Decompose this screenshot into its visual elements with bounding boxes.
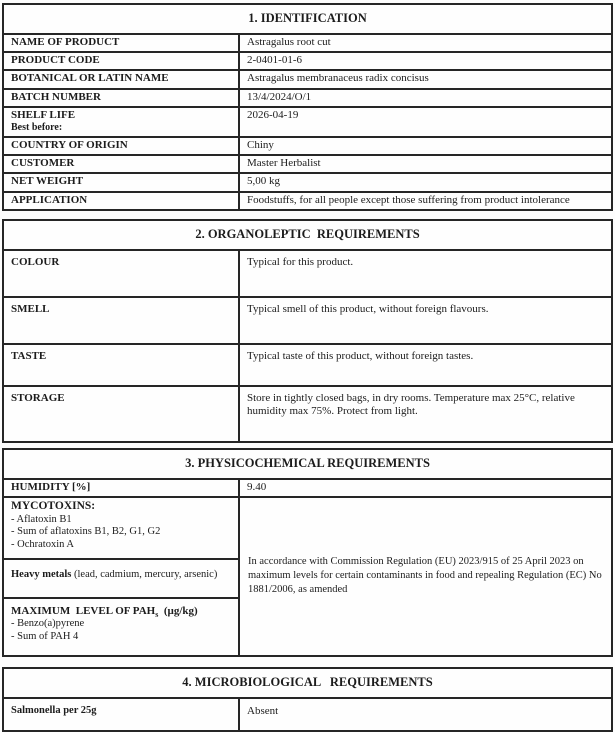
table-row [3,344,612,386]
table-row [3,173,612,191]
organoleptic-table [2,219,613,443]
mycotoxins-cell [3,497,239,559]
table-row [3,155,612,173]
mycotoxin-item: - Sum of aflatoxins B1, B2, G1, G2 [11,526,161,538]
table-row [3,297,612,344]
humidity-label: HUMIDITY [%] [3,479,239,497]
table-row [3,192,612,210]
pah-item: - Sum of PAH 4 [11,630,79,642]
colour-label: COLOUR [3,250,239,297]
pah-item: - Benzo(a)pyrene [11,618,85,630]
pah-title-unit: (µg/kg) [158,604,198,617]
botanical-name-value: Astragalus membranaceus radix concisus [239,70,612,88]
section-1-title: 1. IDENTIFICATION [3,4,612,34]
pah-title-main: MAXIMUM LEVEL OF PAH [11,604,156,617]
storage-label: STORAGE [3,386,239,442]
application-value: Foodstuffs, for all people except those suffering from product intolerance [239,192,612,210]
name-of-product-value: Astragalus root cut [239,34,612,52]
heavy-metals-cell [3,559,239,598]
salmonella-label: Salmonella per 25g [3,698,239,731]
table-row [3,250,612,297]
customer-value: Master Herbalist [239,155,612,173]
microbiological-table [2,667,613,732]
table-gap [2,657,613,667]
pah-cell [3,598,239,656]
section-4-title: 4. MICROBIOLOGICAL REQUIREMENTS [3,668,612,698]
regulation-reference-text: In accordance with Commission Regulation (EU) 2023/915 of 25 April 2023 on maximum levels for certain contaminants in food and repealing Regulation (EC) No 1881/2006, as amended [248,556,602,596]
section-2-title: 2. ORGANOLEPTIC REQUIREMENTS [3,220,612,250]
section-header-row [3,220,612,250]
table-row [3,107,612,137]
shelf-life-value: 2026-04-19 [239,107,612,137]
table-row [3,386,612,442]
table-row [3,52,612,70]
product-code-label: PRODUCT CODE [3,52,239,70]
smell-value: Typical smell of this product, without foreign flavours. [239,297,612,344]
customer-label: CUSTOMER [3,155,239,173]
physicochemical-table [2,448,613,657]
botanical-name-label: BOTANICAL OR LATIN NAME [3,70,239,88]
table-row [3,497,612,559]
shelf-life-label-line1: SHELF LIFE [11,108,76,121]
shelf-life-label [3,107,239,137]
best-before-label: Best before: [11,121,63,133]
section-header-row [3,668,612,698]
heavy-metals-detail: (lead, cadmium, mercury, arsenic) [71,568,218,580]
table-row [3,479,612,497]
storage-value: Store in tightly closed bags, in dry rooms. Temperature max 25°C, relative humidity max 75%. Protect from light. [239,386,612,442]
section-header-row [3,449,612,479]
country-of-origin-value: Chiny [239,137,612,155]
batch-number-label: BATCH NUMBER [3,89,239,107]
table-gap [2,211,613,219]
application-label: APPLICATION [3,192,239,210]
mycotoxins-title: MYCOTOXINS: [11,499,96,512]
section-3-title: 3. PHYSICOCHEMICAL REQUIREMENTS [3,449,612,479]
mycotoxin-item: - Aflatoxin B1 [11,513,72,525]
identification-table [2,3,613,211]
pah-title-subscript: s [155,610,159,620]
heavy-metals-label: Heavy metals [11,568,72,580]
mycotoxin-item: - Ochratoxin A [11,538,74,550]
table-row [3,70,612,88]
taste-label: TASTE [3,344,239,386]
country-of-origin-label: COUNTRY OF ORIGIN [3,137,239,155]
table-row [3,137,612,155]
table-row [3,89,612,107]
net-weight-value: 5,00 kg [239,173,612,191]
pah-title [11,605,231,618]
regulation-reference-cell [239,497,612,656]
salmonella-value: Absent [239,698,612,731]
table-row [3,34,612,52]
section-header-row [3,4,612,34]
net-weight-label: NET WEIGHT [3,173,239,191]
product-code-value: 2-0401-01-6 [239,52,612,70]
taste-value: Typical taste of this product, without foreign tastes. [239,344,612,386]
colour-value: Typical for this product. [239,250,612,297]
batch-number-value: 13/4/2024/O/1 [239,89,612,107]
smell-label: SMELL [3,297,239,344]
name-of-product-label: NAME OF PRODUCT [3,34,239,52]
table-row [3,698,612,731]
humidity-value: 9.40 [239,479,612,497]
